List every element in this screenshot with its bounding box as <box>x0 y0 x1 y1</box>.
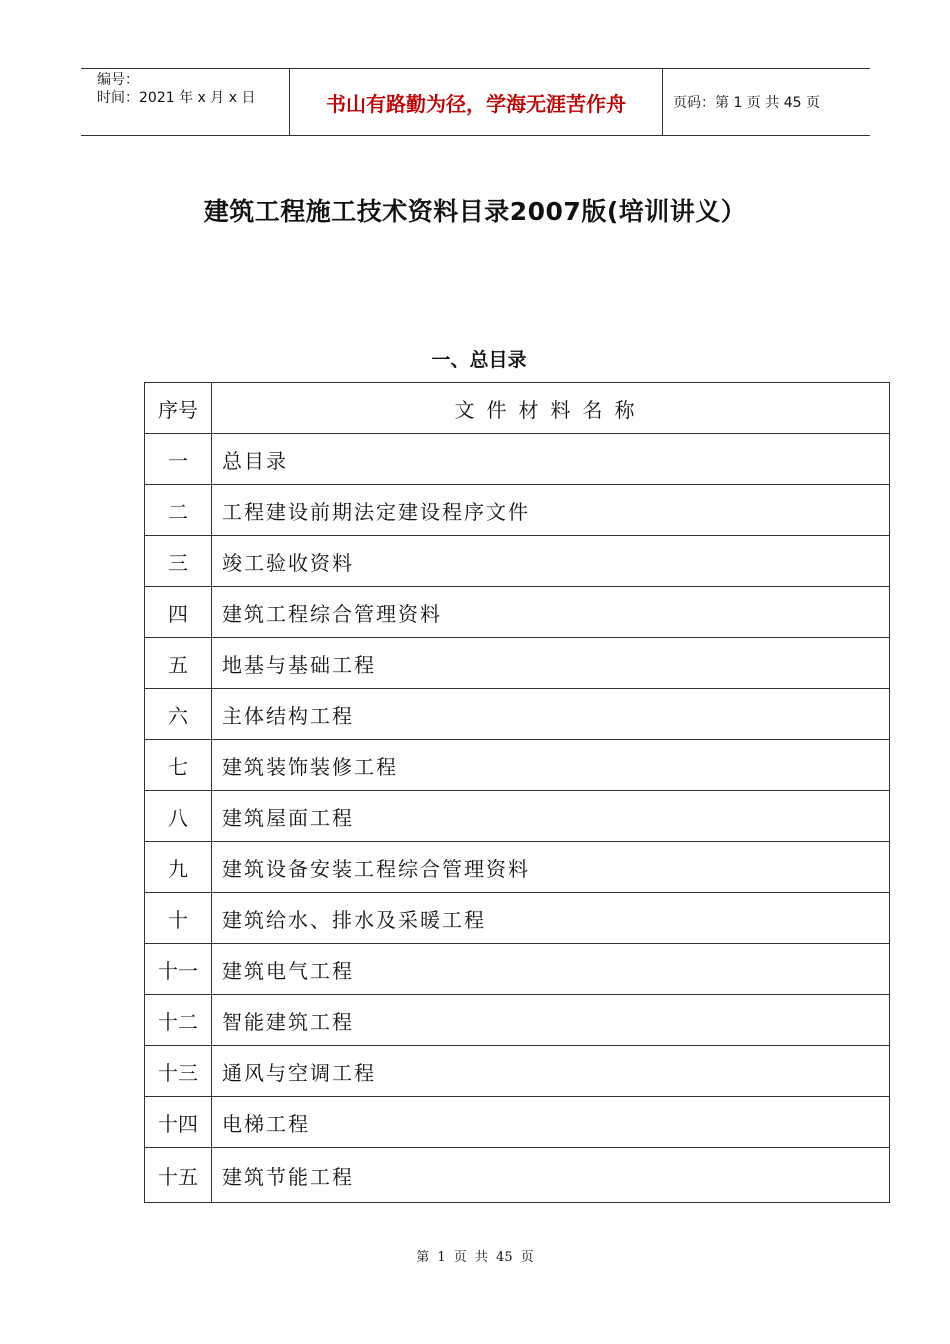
table-row <box>145 995 890 1046</box>
page-footer: 第 1 页 共 45 页 <box>416 1250 534 1265</box>
row-name: 建筑给水、排水及采暖工程 <box>212 893 890 944</box>
table-row <box>145 536 890 587</box>
table-header-row <box>145 383 890 434</box>
time-label: 时间：2021 年 x 月 x 日 <box>97 90 256 106</box>
row-name: 建筑装饰装修工程 <box>212 740 890 791</box>
table-row <box>145 842 890 893</box>
table-row <box>145 689 890 740</box>
row-name: 通风与空调工程 <box>212 1046 890 1097</box>
row-number: 六 <box>145 689 212 740</box>
toc-body <box>145 434 890 1203</box>
header-name: 文件材料名称 <box>212 383 890 434</box>
header-page-info: 页码：第 1 页 共 45 页 <box>663 69 871 136</box>
row-name: 电梯工程 <box>212 1097 890 1148</box>
row-number: 九 <box>145 842 212 893</box>
row-name: 工程建设前期法定建设程序文件 <box>212 485 890 536</box>
row-number: 十二 <box>145 995 212 1046</box>
row-name: 建筑设备安装工程综合管理资料 <box>212 842 890 893</box>
table-row <box>145 1046 890 1097</box>
document-title: 建筑工程施工技术资料目录2007版(培训讲义） <box>203 197 747 226</box>
row-number: 七 <box>145 740 212 791</box>
row-number: 十四 <box>145 1097 212 1148</box>
table-row <box>145 638 890 689</box>
row-name: 建筑节能工程 <box>212 1148 890 1203</box>
row-number: 三 <box>145 536 212 587</box>
table-row <box>145 1148 890 1203</box>
header-meta <box>81 69 290 136</box>
row-name: 总目录 <box>212 434 890 485</box>
row-name: 建筑工程综合管理资料 <box>212 587 890 638</box>
toc-table <box>144 382 890 1203</box>
row-name: 建筑电气工程 <box>212 944 890 995</box>
table-row <box>145 434 890 485</box>
row-name: 竣工验收资料 <box>212 536 890 587</box>
row-number: 四 <box>145 587 212 638</box>
row-name: 地基与基础工程 <box>212 638 890 689</box>
number-label: 编号： <box>97 72 139 88</box>
row-number: 十五 <box>145 1148 212 1203</box>
row-name: 建筑屋面工程 <box>212 791 890 842</box>
table-row <box>145 893 890 944</box>
table-row <box>145 1097 890 1148</box>
table-row <box>145 944 890 995</box>
row-number: 二 <box>145 485 212 536</box>
header-motto: 书山有路勤为径，学海无涯苦作舟 <box>290 69 663 136</box>
row-number: 八 <box>145 791 212 842</box>
header-num: 序号 <box>145 383 212 434</box>
table-row <box>145 485 890 536</box>
row-name: 主体结构工程 <box>212 689 890 740</box>
page-header <box>81 68 870 136</box>
row-number: 十三 <box>145 1046 212 1097</box>
table-row <box>145 791 890 842</box>
row-number: 十一 <box>145 944 212 995</box>
row-number: 一 <box>145 434 212 485</box>
row-name: 智能建筑工程 <box>212 995 890 1046</box>
table-row <box>145 587 890 638</box>
row-number: 十 <box>145 893 212 944</box>
section-title: 一、总目录 <box>431 349 527 371</box>
table-row <box>145 740 890 791</box>
row-number: 五 <box>145 638 212 689</box>
